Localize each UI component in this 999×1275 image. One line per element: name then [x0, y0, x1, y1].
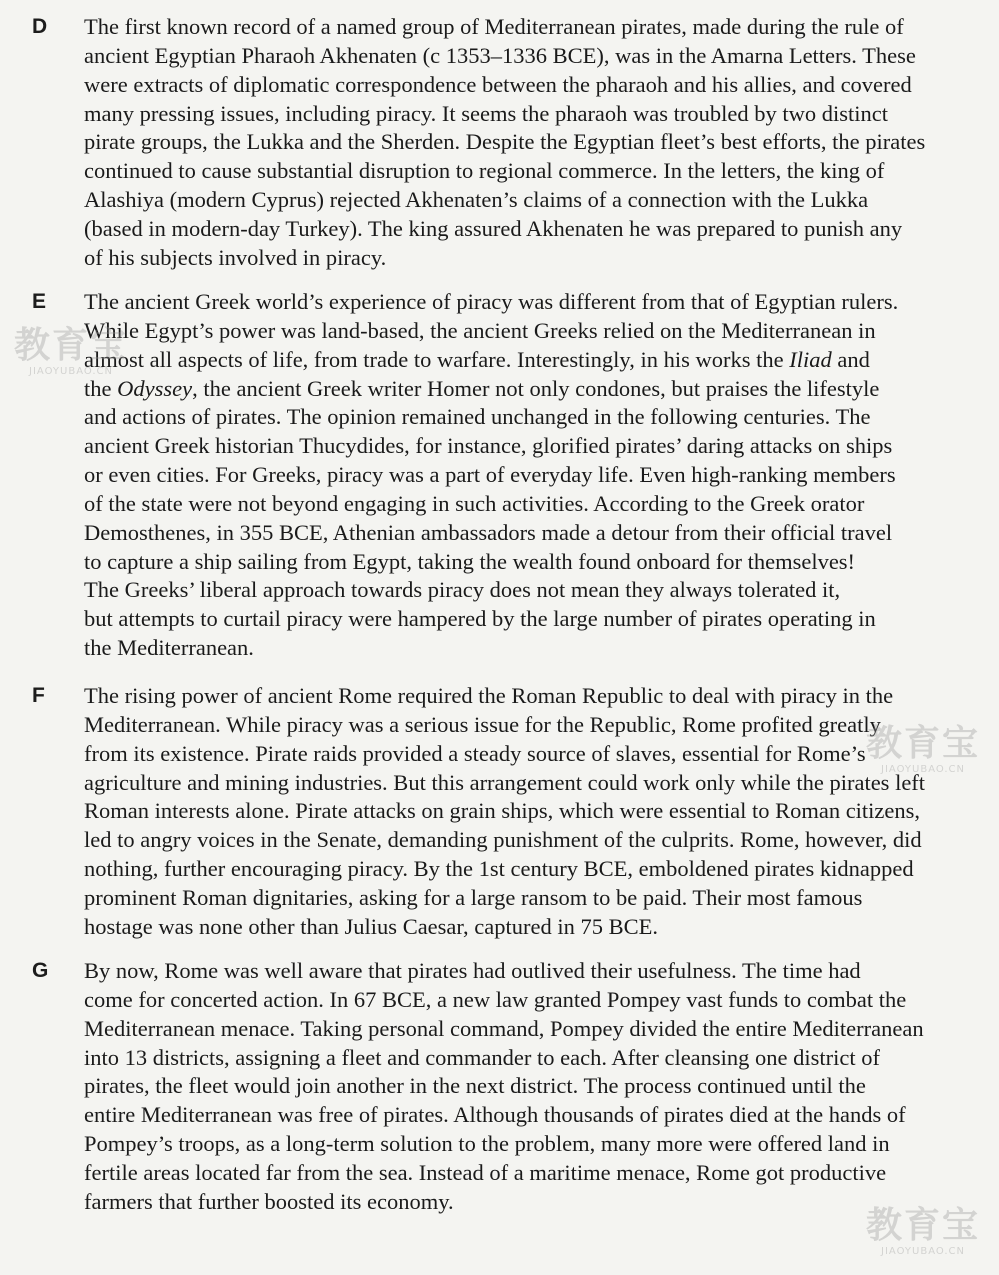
- watermark-text: 教育宝: [14, 325, 129, 366]
- text-line: (based in modern-day Turkey). The king assured Akhenaten he was prepared to punish any: [84, 215, 903, 241]
- text-line: from its existence. Pirate raids provided a steady source of slaves, essential for Rome’s: [84, 740, 866, 766]
- text-line: and actions of pirates. The opinion remained unchanged in the following centuries. The: [84, 404, 871, 430]
- text-line: While Egypt’s power was land-based, the ancient Greeks relied on the Mediterranean in: [84, 317, 876, 343]
- text-line: Roman interests alone. Pirate attacks on grain ships, which were essential to Roman citizens,: [84, 798, 921, 824]
- section-letter: E: [32, 290, 47, 313]
- paragraph-f: [84, 682, 994, 942]
- text-line: [84, 346, 994, 375]
- text-line: into 13 districts, assigning a fleet and commander to each. After cleansing one district of: [84, 1044, 881, 1070]
- text-line: ancient Greek historian Thucydides, for instance, glorified pirates’ daring attacks on ships: [84, 433, 893, 459]
- section-letter: D: [32, 15, 48, 38]
- text-run: , the ancient Greek writer Homer not only condones, but praises the lifestyle: [192, 375, 880, 401]
- watermark-subtext: JIAOYUBAO.CN: [29, 366, 113, 377]
- text-line: the Mediterranean.: [84, 635, 254, 661]
- text-line: Mediterranean. While piracy was a serious issue for the Republic, Rome profited greatly: [84, 711, 881, 737]
- text-line: Mediterranean menace. Taking personal command, Pompey divided the entire Mediterranean: [84, 1015, 924, 1041]
- section-letter: F: [32, 684, 45, 707]
- paragraph-d: [84, 13, 994, 273]
- text-line: many pressing issues, including piracy. It seems the pharaoh was troubled by two distinct: [84, 100, 889, 126]
- paragraph-g: [84, 957, 994, 1217]
- text-line: to capture a ship sailing from Egypt, taking the wealth found onboard for themselves!: [84, 548, 856, 574]
- text-line: Pompey’s troops, as a long-term solution to the problem, many more were offered land in: [84, 1131, 890, 1157]
- text-line: Demosthenes, in 355 BCE, Athenian ambassadors made a detour from their official travel: [84, 519, 893, 545]
- text-run: and: [831, 346, 870, 372]
- text-line: [84, 375, 994, 404]
- watermark-subtext: JIAOYUBAO.CN: [881, 1246, 965, 1257]
- text-line: come for concerted action. In 67 BCE, a new law granted Pompey vast funds to combat the: [84, 986, 907, 1012]
- watermark-subtext: JIAOYUBAO.CN: [881, 764, 965, 775]
- text-line: pirates, the fleet would join another in the next district. The process continued until the: [84, 1073, 866, 1099]
- text-line: agriculture and mining industries. But this arrangement could work only while the pirates left: [84, 769, 926, 795]
- text-line: of the state were not beyond engaging in such activities. According to the Greek orator: [84, 490, 865, 516]
- italic-title-odyssey: Odyssey: [117, 375, 193, 401]
- text-line: of his subjects involved in piracy.: [84, 244, 387, 270]
- text-line: pirate groups, the Lukka and the Sherden. Despite the Egyptian fleet’s best efforts, the pirates: [84, 129, 926, 155]
- text-line: The rising power of ancient Rome required the Roman Republic to deal with piracy in the: [84, 683, 894, 708]
- text-line: Alashiya (modern Cyprus) rejected Akhenaten’s claims of a connection with the Lukka: [84, 187, 869, 213]
- watermark-logo: [866, 724, 980, 776]
- text-line: fertile areas located far from the sea. Instead of a maritime menace, Rome got productive: [84, 1159, 887, 1185]
- watermark-logo: [866, 1206, 980, 1258]
- text-line: ancient Egyptian Pharaoh Akhenaten (c 1353–1336 BCE), was in the Amarna Letters. These: [84, 42, 916, 68]
- text-line: but attempts to curtail piracy were hampered by the large number of pirates operating in: [84, 606, 876, 632]
- italic-title-iliad: Iliad: [789, 346, 832, 372]
- text-line: By now, Rome was well aware that pirates had outlived their usefulness. The time had: [84, 958, 861, 983]
- text-line: The Greeks’ liberal approach towards piracy does not mean they always tolerated it,: [84, 577, 841, 603]
- text-line: The ancient Greek world’s experience of piracy was different from that of Egyptian rulers.: [84, 289, 899, 314]
- watermark-text: 教育宝: [866, 723, 981, 764]
- text-line: prominent Roman dignitaries, asking for a large ransom to be paid. Their most famous: [84, 884, 863, 910]
- text-run: the: [84, 375, 118, 401]
- text-line: were extracts of diplomatic correspondence between the pharaoh and his allies, and covered: [84, 71, 912, 97]
- text-run: almost all aspects of life, from trade to warfare. Interestingly, in his works the: [84, 346, 790, 372]
- text-line: or even cities. For Greeks, piracy was a part of everyday life. Even high-ranking members: [84, 462, 896, 488]
- text-line: nothing, further encouraging piracy. By the 1st century BCE, emboldened pirates kidnapped: [84, 856, 914, 882]
- text-line: The first known record of a named group of Mediterranean pirates, made during the rule of: [84, 14, 904, 39]
- section-letter: G: [32, 959, 49, 982]
- watermark-text: 教育宝: [866, 1205, 981, 1246]
- text-line: hostage was none other than Julius Caesar, captured in 75 BCE.: [84, 913, 658, 939]
- text-line: entire Mediterranean was free of pirates. Although thousands of pirates died at the hands of: [84, 1102, 906, 1128]
- paragraph-e: [84, 288, 994, 663]
- text-line: farmers that further boosted its economy.: [84, 1188, 454, 1214]
- text-line: continued to cause substantial disruption to regional commerce. In the letters, the king of: [84, 158, 885, 184]
- text-line: led to angry voices in the Senate, demanding punishment of the culprits. Rome, however, did: [84, 827, 922, 853]
- watermark-logo: [14, 326, 128, 378]
